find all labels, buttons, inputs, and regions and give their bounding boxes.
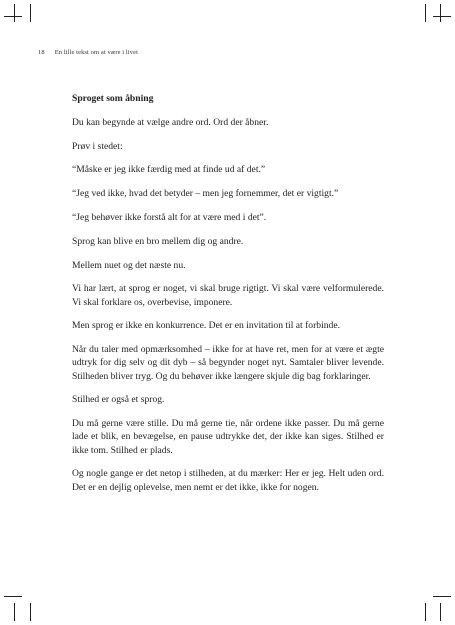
paragraph: Når du taler med opmærksomhed – ikke for at have ret, men for at være et ægte udtryk for dig selv og dit dyb – så begynder noget nyt. Samtaler bliver levende. Stilheden bliver tryg. Og du behøver ikke længere skjule dig bag forklaringer.	[72, 344, 384, 382]
crop-mark-bottom-right-outer	[440, 603, 441, 621]
running-title: En lille tekst om at være i livet	[54, 49, 138, 56]
running-header	[38, 49, 138, 56]
paragraph: Du kan begynde at vælge andre ord. Ord der åbner.	[72, 116, 269, 128]
section-heading: Sproget som åbning	[72, 93, 154, 104]
paragraph: Sprog kan blive en bro mellem dig og andre.	[72, 235, 244, 247]
body-text	[72, 92, 384, 504]
paragraph: Prøv i stedet:	[72, 140, 123, 152]
crop-mark-top-left-outer	[14, 4, 15, 22]
crop-mark-bottom-left-outer	[14, 603, 15, 621]
crop-mark-bottom-left-inner	[30, 603, 31, 621]
page-number: 18	[38, 49, 45, 56]
crop-mark-bottom-right-inner	[425, 603, 426, 621]
crop-mark-bottom-right-horizontal	[433, 596, 451, 597]
crop-mark-top-right-horizontal	[433, 16, 451, 17]
crop-mark-top-left-horizontal	[4, 16, 22, 17]
crop-mark-top-right-outer	[440, 4, 441, 22]
quote-paragraph: “Jeg ved ikke, hvad det betyder – men jeg fornemmer, det er vigtigt.”	[72, 188, 339, 200]
quote-paragraph: “Måske er jeg ikke færdig med at finde ud af det.”	[72, 164, 266, 176]
paragraph: Du må gerne være stille. Du må gerne tie, når ordene ikke passer. Du må gerne lade et blik, en bevægelse, en pause udtrykke det, der ikke kan siges. Stilhed er ikke tom. Stilhed er plads.	[72, 418, 384, 456]
paragraph: Men sprog er ikke en konkurrence. Det er en invitation til at forbinde.	[72, 320, 341, 332]
crop-mark-top-left-inner	[30, 4, 31, 22]
paragraph: Vi har lært, at sprog er noget, vi skal bruge rigtigt. Vi skal være velformulerede. Vi skal forklare os, overbevise, imponere.	[72, 283, 384, 308]
crop-mark-bottom-left-horizontal	[4, 596, 22, 597]
paragraph: Mellem nuet og det næste nu.	[72, 259, 186, 271]
paragraph: Stilhed er også et sprog.	[72, 394, 165, 406]
crop-mark-top-right-inner	[425, 4, 426, 22]
paragraph: Og nogle gange er det netop i stilheden, at du mærker: Her er jeg. Helt uden ord. Det er en dejlig oplevelse, men nemt er det ikke, ikke for nogen.	[72, 468, 384, 493]
quote-paragraph: “Jeg behøver ikke forstå alt for at være med i det”.	[72, 211, 267, 223]
